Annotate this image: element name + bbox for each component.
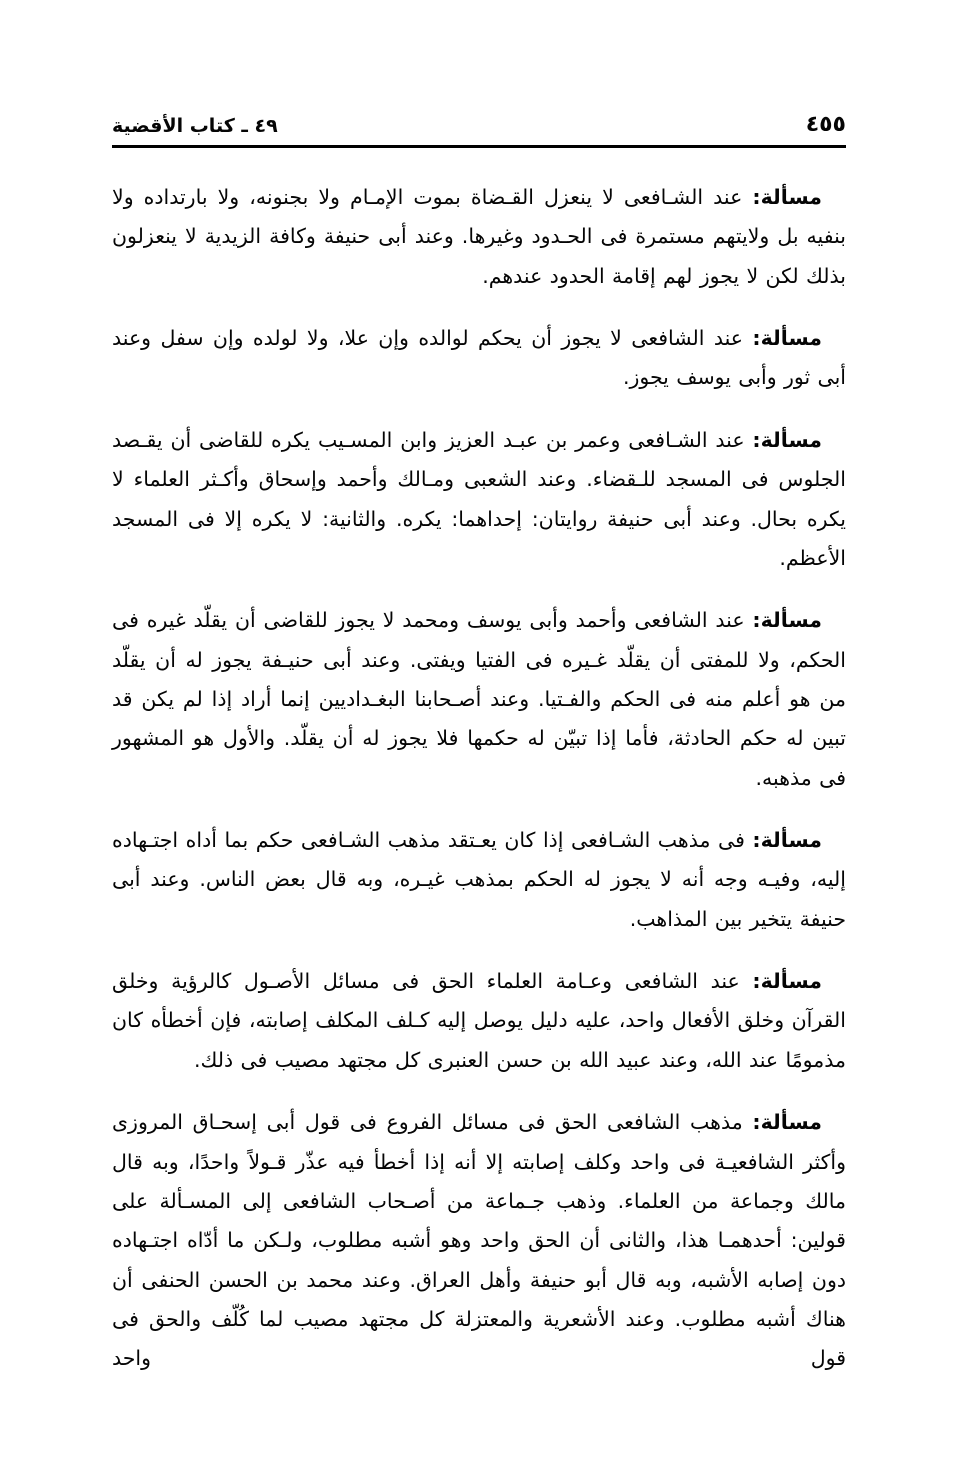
paragraph-text: عند الشافعى وعـامة العلماء الحق فى مسائل الأصـول كالرؤية وخلق القرآن وخلق الأفعال واحد، عليه دليل يوصل إليه كـلف المكلف إصابته، فإن أخطأه كان مذمومًا عند الله، وعند عبيد الله بن حسن العنبرى كل مجتهد مصيب فى ذلك. bbox=[112, 969, 846, 1072]
paragraph-lead: مسألة: bbox=[752, 427, 822, 452]
folio-number: ٤٥٥ bbox=[805, 112, 846, 137]
paragraph bbox=[112, 421, 846, 578]
paragraph-text: عند الشـافعى لا ينعزل القـضاة بموت الإمـام ولا بجنونه، ولا بارتداده ولا بنفيه بل ولايتهم مستمرة فى الحـدود وغيرها. وعند أبى حنيفة وكافة الزيدية لا ينعزلون بذلك لكن لا يجوز لهم إقامة الحدود عندهم. bbox=[112, 185, 846, 288]
running-head-chapter: ٤٩ ـ كتاب الأقضية bbox=[112, 115, 278, 137]
paragraph-lead: مسألة: bbox=[752, 608, 822, 633]
paragraph bbox=[112, 962, 846, 1080]
paragraph-text: عند الشافعى وأحمد وأبى يوسف ومحمد لا يجوز للقاضى أن يقلّد غيره فى الحكم، ولا للمفتى أن يقلّد غـيره فى الفتيا ويفتى. وعند أبى حنيـفة يجوز له أن يقلّد من هو أعلم منه فى الحكم والفـتيا. وعند أصـحابنا البغـداديين إنما أراد إذا لم يكن قد تبين له حكم الحادثة، فأما إذا تبيّن له حكمها فلا يجوز له أن يقلّد. والأول هو المشهور فى مذهبه. bbox=[112, 608, 846, 790]
paragraph-lead: مسألة: bbox=[752, 828, 822, 853]
paragraph-lead: مسألة: bbox=[752, 1110, 822, 1135]
page-body bbox=[112, 178, 846, 1379]
paragraph bbox=[112, 821, 846, 939]
paragraph-text: مذهب الشافعى الحق فى مسائل الفروع فى قول أبى إسحـاق المروزى وأكثر الشافعيـة فى واحد وكلف إصابته إلا أنه إذا أخطأ فيه عذّر قـولاً واحدًا، وبه قال مالك وجماعة من العلماء. وذهب جـماعة من أصـحاب الشافعى إلى المسـألة على قولين: أحدهمـا هذا، والثانى أن الحق واحد وهو أشبه مطلوب، ولـكن ما أدّاه اجتـهاده دون إصابه الأشبه، وبه قال أبو حنيفة وأهل العراق. وعند محمد بن الحسن الحنفى أن هناك أشبه مطلوب. وعند الأشعرية والمعتزلة كل مجتهد مصيب لما كُلّف والحق فى قول واحد bbox=[112, 1110, 846, 1371]
paragraph bbox=[112, 319, 846, 398]
paragraph bbox=[112, 178, 846, 296]
paragraph-lead: مسألة: bbox=[752, 326, 822, 351]
page-header bbox=[112, 112, 846, 143]
paragraph-lead: مسألة: bbox=[752, 969, 822, 994]
header-rule bbox=[112, 145, 846, 148]
paragraph-lead: مسألة: bbox=[752, 185, 822, 209]
paragraph-text: عند الشافعى لا يجوز أن يحكم لوالده وإن علا، ولا لولده وإن سفل وعند أبى ثور وأبى يوسف يجوز. bbox=[112, 326, 846, 390]
paragraph bbox=[112, 601, 846, 798]
paragraph-text: فى مذهب الشـافعى إذا كان يعـتقد مذهب الشـافعى حكم بما أداه اجتـهاده إليه، وفيـه وجه أنه لا يجوز له الحكم بمذهب غيـره، وبه قال بعض الناس. وعند أبى حنيفة يتخير بين المذاهب. bbox=[112, 828, 846, 931]
paragraph bbox=[112, 1103, 846, 1379]
paragraph-text: عند الشـافعى وعمر بن عبـد العزيز وابن المسـيب يكره للقاضى أن يقـصد الجلوس فى المسجد للـقضاء. وعند الشعبى ومـالك وأحمد وإسحاق وأكـثر العلماء لا يكره بحال. وعند أبى حنيفة روايتان: إحداهما: يكره. والثانية: لا يكره إلا فى المسجد الأعظم. bbox=[112, 427, 846, 570]
